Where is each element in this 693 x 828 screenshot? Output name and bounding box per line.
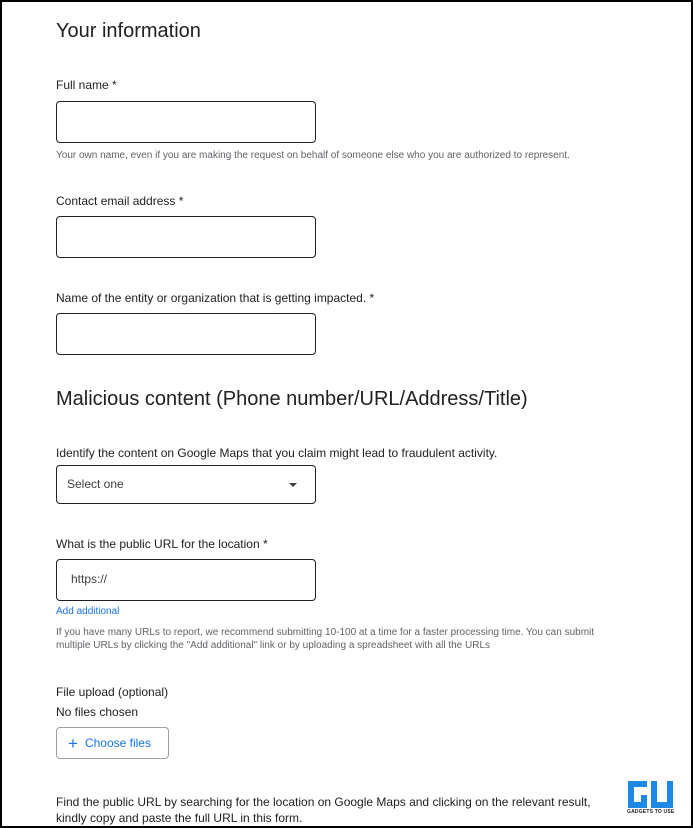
dropdown-caret-icon: [289, 483, 297, 487]
full-name-hint: Your own name, even if you are making the request on behalf of someone else who you are authorized to represent.: [56, 150, 570, 161]
public-url-label: What is the public URL for the location *: [56, 537, 268, 551]
full-name-input[interactable]: [56, 101, 316, 143]
public-url-hint: If you have many URLs to report, we recommend submitting 10-100 at a time for a faster processing time. You can submit multiple URLs by clicking the "Add additional" link or by uploading a spreadsheet with all the URLs: [56, 627, 595, 651]
entity-label: Name of the entity or organization that is getting impacted. *: [56, 291, 375, 305]
section-heading-malicious-content: Malicious content (Phone number/URL/Address/Title): [56, 388, 528, 410]
add-additional-link[interactable]: Add additional: [56, 606, 120, 617]
choose-files-label: Choose files: [84, 736, 151, 750]
plus-icon: +: [68, 733, 78, 753]
file-upload-label: File upload (optional): [56, 685, 169, 699]
public-url-value: https://: [71, 572, 108, 586]
entity-input[interactable]: [56, 313, 316, 355]
public-url-input[interactable]: [56, 559, 316, 601]
section-heading-your-information: Your information: [56, 20, 201, 42]
email-label: Contact email address *: [56, 194, 184, 208]
gadgets-to-use-logo: [625, 778, 677, 816]
find-url-instructions: Find the public URL by searching for the location on Google Maps and clicking on the relevant result, kindly copy and paste the full URL in this form.: [56, 795, 591, 825]
identify-content-select[interactable]: [56, 465, 316, 504]
email-input[interactable]: [56, 216, 316, 258]
choose-files-button[interactable]: [56, 727, 169, 759]
identify-content-selected: Select one: [67, 477, 124, 491]
file-upload-status: No files chosen: [56, 705, 139, 719]
full-name-label: Full name *: [56, 78, 117, 92]
logo-tagline: GADGETS TO USE: [627, 809, 675, 815]
identify-content-label: Identify the content on Google Maps that you claim might lead to fraudulent activity.: [56, 446, 498, 460]
